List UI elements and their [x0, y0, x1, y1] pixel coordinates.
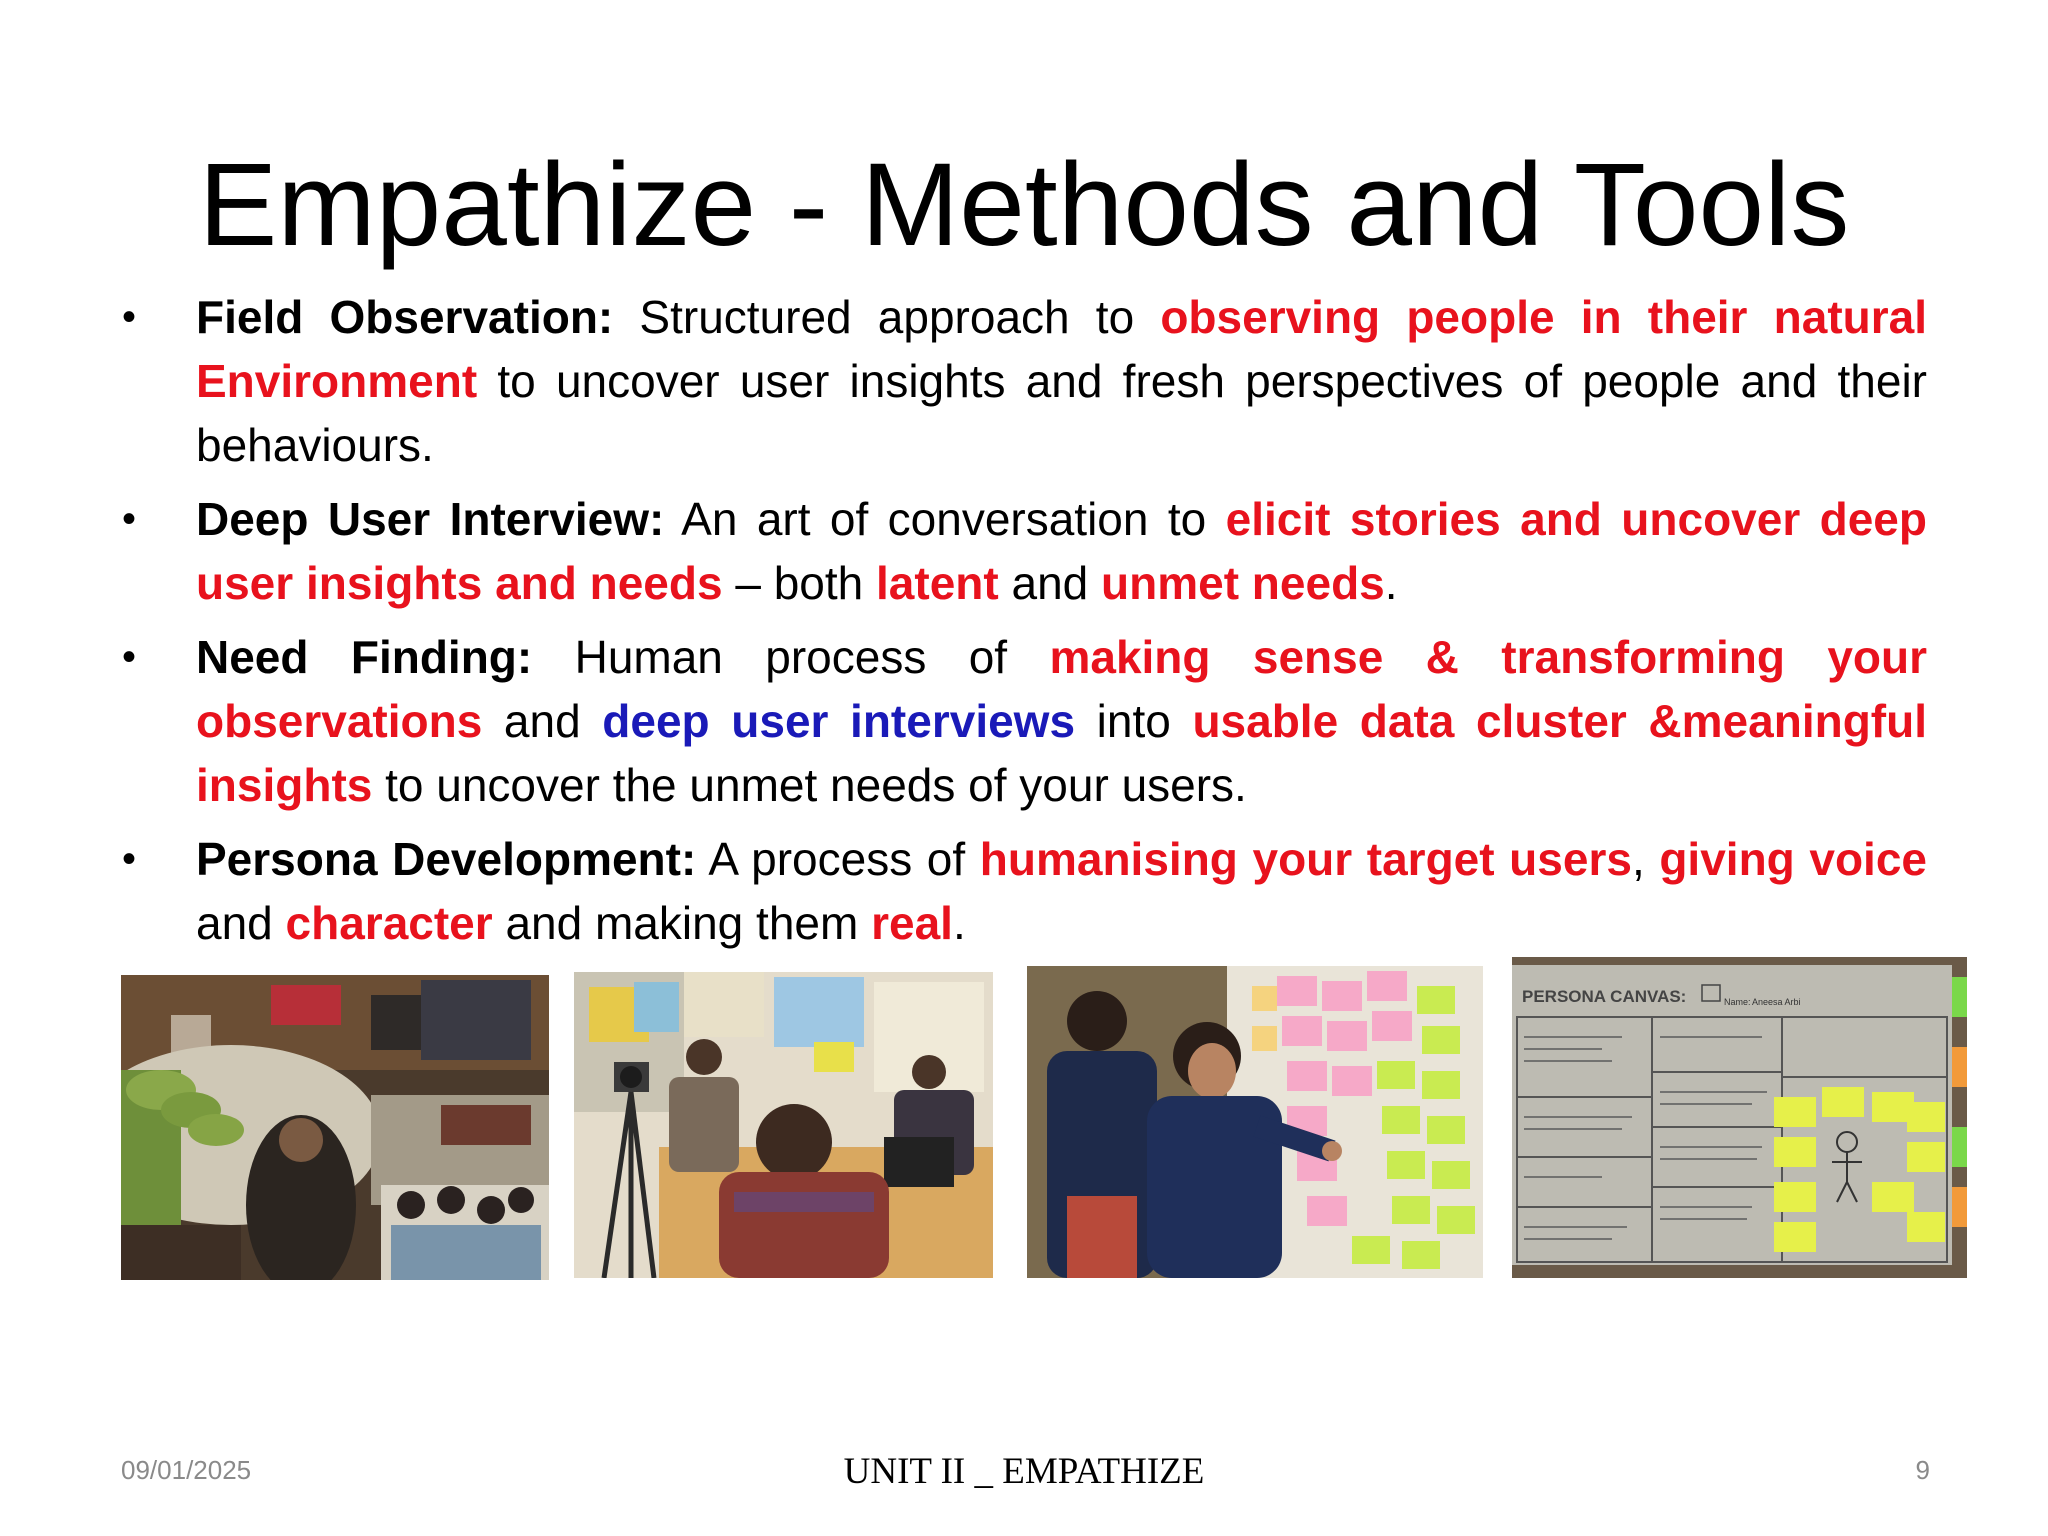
bullet-highlight: character — [285, 897, 493, 949]
bullet-text: Structured approach to — [613, 291, 1161, 343]
bullet-deep-user-interview — [122, 487, 1927, 615]
bullet-text: to uncover user insights and fresh perspectives of people and their behaviours. — [196, 355, 1927, 471]
bullet-highlight: observing people in their natural Environment — [196, 291, 1927, 407]
bullet-highlight: real — [871, 897, 953, 949]
bullet-heading: Persona Development: — [196, 833, 697, 885]
footer-date: 09/01/2025 — [121, 1455, 252, 1485]
bullet-text: . — [1384, 557, 1398, 609]
field-observation-photo — [121, 975, 549, 1280]
bullet-need-finding — [122, 625, 1927, 817]
bullet-text: and — [482, 695, 603, 747]
bullet-dot-icon: • — [122, 635, 137, 679]
bullet-highlight: giving voice — [1659, 833, 1927, 885]
bullet-text: to uncover the unmet needs of your users. — [372, 759, 1247, 811]
bullet-highlight: usable data cluster &meaningful insights — [196, 695, 1927, 811]
bullet-highlight: latent — [876, 557, 999, 609]
persona-canvas-name-value: Aneesa Arbi — [1752, 997, 1801, 1007]
bullet-list — [122, 285, 1927, 965]
bullet-highlight: elicit stories and uncover deep user insights and needs — [196, 493, 1927, 609]
bullet-text: into — [1075, 695, 1193, 747]
bullet-text: A process of — [696, 833, 980, 885]
bullet-dot-icon: • — [122, 497, 137, 541]
persona-canvas-heading: PERSONA CANVAS: — [1522, 987, 1687, 1006]
footer-page-number: 9 — [1915, 1455, 1930, 1485]
persona-canvas-name-label: Name: — [1724, 997, 1751, 1007]
bullet-dot-icon: • — [122, 837, 137, 881]
bullet-text: An art of conversation to — [664, 493, 1226, 545]
field-observation-image — [121, 975, 549, 1280]
bullet-highlight: making sense & transforming your observations — [196, 631, 1928, 747]
persona-canvas-image — [1512, 957, 1967, 1278]
need-finding-photo — [1027, 966, 1483, 1278]
bullet-text: and — [196, 897, 286, 949]
bullet-dot-icon: • — [122, 295, 137, 339]
bullet-text: and — [998, 557, 1102, 609]
bullet-text: and making them — [492, 897, 872, 949]
bullet-highlight: unmet needs — [1101, 557, 1385, 609]
bullet-text: , — [1631, 833, 1660, 885]
user-interview-image — [574, 972, 993, 1278]
bullet-heading: Need Finding: — [196, 631, 533, 683]
slide-title: Empathize - Methods and Tools — [198, 139, 1850, 271]
bullet-text: Human process of — [532, 631, 1050, 683]
footer-unit-title: UNIT II _ EMPATHIZE — [843, 1451, 1205, 1492]
need-finding-image — [1027, 966, 1483, 1278]
persona-canvas-photo — [1512, 957, 1967, 1278]
bullet-highlight-blue: deep user interviews — [602, 695, 1076, 747]
bullet-text: . — [952, 897, 966, 949]
bullet-heading: Deep User Interview: — [196, 493, 665, 545]
bullet-text: – both — [722, 557, 877, 609]
user-interview-photo — [574, 972, 993, 1278]
bullet-persona-development — [122, 827, 1927, 955]
bullet-field-observation — [122, 285, 1927, 477]
bullet-heading: Field Observation: — [196, 291, 614, 343]
bullet-highlight: humanising your target users — [979, 833, 1632, 885]
